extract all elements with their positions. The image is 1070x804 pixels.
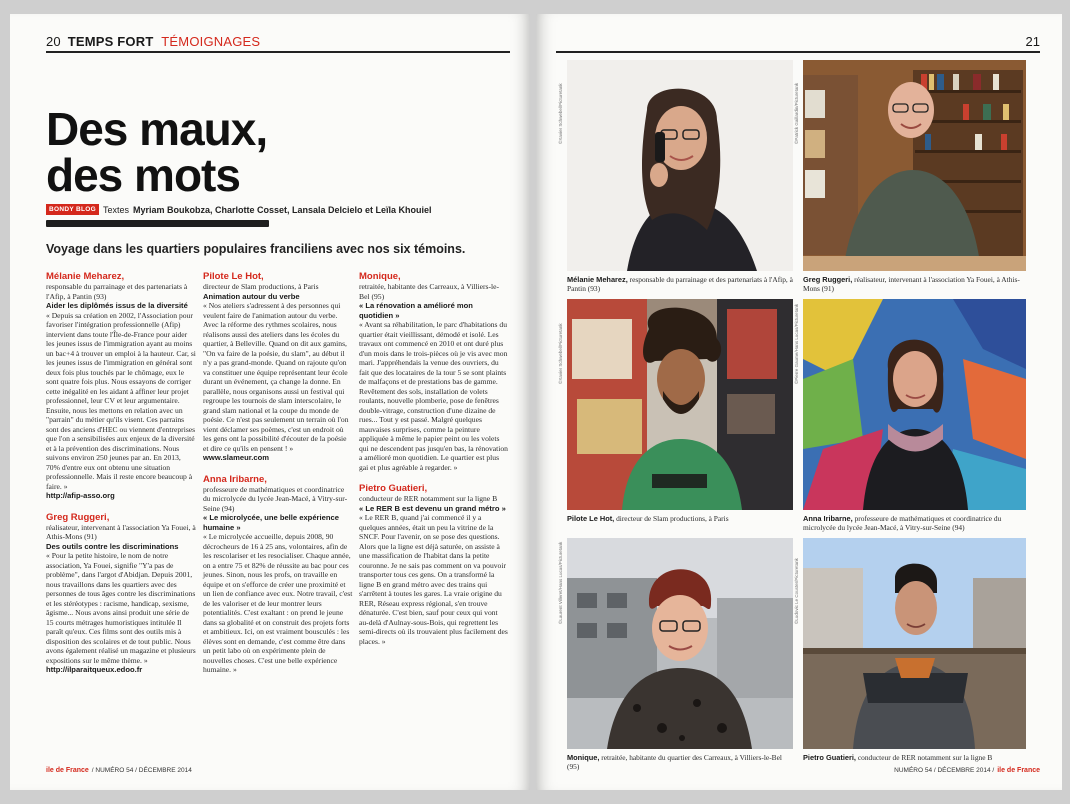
page-number-right: 21: [1025, 34, 1040, 49]
testimony-name: Greg Ruggeri,: [46, 511, 110, 523]
photo-pietro: [803, 538, 1026, 749]
testimony-url[interactable]: www.slameur.com: [203, 453, 269, 462]
caption-anna: [803, 514, 1026, 532]
issue-label: NUMÉRO 54 / DÉCEMBRE 2014 /: [894, 767, 995, 774]
caption-name: Pilote Le Hot,: [567, 514, 615, 523]
testimony-lead: Animation autour du verbe: [203, 291, 300, 301]
testimony-role: réalisateur, intervenant à l'association Ya Fouei, à Athis-Mons (91): [46, 522, 196, 541]
testimony-lead: Des outils contre les discriminations: [46, 541, 179, 551]
left-page: [10, 14, 530, 790]
caption-text: conducteur de RER notamment sur la ligne B: [857, 753, 993, 762]
header-rule: [556, 51, 1040, 53]
testimony-role: responsable du parrainage et des partenariats à l'Afip, à Pantin (93): [46, 282, 188, 301]
right-footer: [894, 767, 1040, 774]
testimony-anna: [203, 474, 353, 675]
photo-credit: ©Laurent Villeret/Hans Lucas/Picturetank: [558, 541, 563, 624]
title-bar: [46, 220, 269, 227]
article-title: [46, 103, 268, 201]
left-footer: [46, 767, 192, 774]
photo-credit: ©Xavier Schwebel/Picturetank: [558, 323, 563, 384]
page-header: [46, 34, 260, 49]
photo-credit: ©Patrick Gaillardin/Picturetank: [794, 82, 799, 144]
right-page: [536, 14, 1062, 790]
photo-credit: ©Pierre Gaume/Hans Lucas/Picturetank: [794, 303, 799, 384]
testimony-monique: [359, 271, 509, 472]
standfirst: Voyage dans les quartiers populaires franciliens avec nos six témoins.: [46, 242, 466, 256]
testimony-role: retraitée, habitante des Carreaux, à Villiers-le-Bel (95): [359, 282, 500, 301]
caption-name: Pietro Guatieri,: [803, 753, 856, 762]
caption-name: Mélanie Meharez,: [567, 275, 628, 284]
testimony-name: Pilote Le Hot,: [203, 271, 264, 282]
byline-prefix: Textes: [102, 204, 129, 215]
testimony-role: professeure de mathématiques et coordinatrice du microlycée du lycée Jean-Macé, à Vitry-sur-Seine (94): [203, 484, 348, 513]
column-2: [203, 271, 353, 686]
caption-text: réalisateur, intervenant à l'association Ya Fouei, à Athis-Mons (91): [803, 275, 1020, 294]
testimony-pietro: [359, 483, 509, 646]
testimony-role: directeur de Slam productions, à Paris: [203, 282, 319, 291]
photo-anna: [803, 299, 1026, 510]
iledefrance-logo: ile de France: [997, 767, 1040, 774]
column-3: [359, 271, 509, 657]
testimony-url[interactable]: http://ilparaitqueux.edoo.fr: [46, 665, 143, 674]
title-line-2: des mots: [46, 149, 240, 201]
testimony-name: Mélanie Meharez,: [46, 271, 125, 282]
testimony-body: « Pour la petite histoire, le nom de notre association, Ya Fouei, signifie "Y'a pas de problème", dans l'argot d'Abidjan. Depuis 2001, nous travaillons dans les quartiers avec des personnes de tous âges contre les discriminations et les stéréotypes : racisme, handicap, sexisme, âgisme... Nous avons ainsi produit une série de 15 courts métrages humoristiques intitulée Il paraît qu'eux. Ces films sont des outils mis à disposition des scolaires et de tout public. Nous avons également réalisé un magazine et plusieurs expositions sur le même thème. »: [46, 551, 196, 665]
testimony-greg: [46, 512, 196, 675]
caption-greg: [803, 275, 1026, 293]
testimony-lead: Aider les diplômés issus de la diversité: [46, 301, 188, 310]
testimony-pilote: [203, 271, 353, 463]
page-number-left: 20: [46, 34, 61, 49]
photo-melanie: [567, 60, 793, 271]
photo-credit: ©Ludovic Le Couster/Picturetank: [794, 558, 799, 624]
caption-name: Greg Ruggeri,: [803, 275, 853, 284]
testimony-melanie: [46, 271, 196, 501]
photo-credit: ©Xavier Schwebel/Picturetank: [558, 83, 563, 144]
title-line-1: Des maux,: [46, 103, 268, 155]
caption-melanie: [567, 275, 793, 293]
testimony-body: « Depuis sa création en 2002, l'Association pour favoriser l'intégration professionnelle (Afip) intervient dans toute l'Île-de-France pour aider les jeunes issus de l'immigration ayant au moins un bac+4 à trouver un emploi à la hauteur. Car, si les jeunes issus de l'immigration en général sont deux fois plus touchés par le chômage, eux le sont quatre fois plus. Nous essayons de corriger cette inégalité en les aidant à affiner leur projet professionnel, leur CV et leur argumentaire. Ensuite, nous les mettons en relation avec un "parrain" du métier qu'ils visent. Ces parrains sont des anciens d'HEC ou viennent d'entreprises que l'on a sensibilisées aux enjeux de la diversité et à la prévention des discriminations. Nous suivons environ 250 jeunes par an. En 2013, 70% d'entre eux ont obtenu une situation professionnelle. Mais il reste encore beaucoup à faire. »: [46, 310, 196, 491]
issue-label: / NUMÉRO 54 / DÉCEMBRE 2014: [91, 767, 192, 774]
caption-name: Monique,: [567, 753, 600, 762]
caption-name: Anna Iribarne,: [803, 514, 853, 523]
caption-text: directeur de Slam productions, à Paris: [616, 514, 729, 523]
testimony-body: « Avant sa réhabilitation, le parc d'habitations du quartier était vieillissant, démodé et isolé. Les travaux ont commencé en 2010 et ont duré plus d'un mois dans le trois-pièces où je vis avec mon mari. J'appréhendais la venue des ouvriers, du fait que des locataires de la tour 5 se sont plaints de malfaçons et de prestations bas de gamme. Revêtement des sols, installation de volets roulants, nouvelle plomberie, pose de fenêtres double-vitrage, construction d'une dizaine de rues... Tout y est passé. Malgré quelques mauvaises surprises, comme la peinture appliquée à même le papier peint ou les volets qui ne descendent pas jusqu'en bas, la rénovation a amélioré mon quotidien. Le quartier est plus gai et plus agréable à regarder. »: [359, 320, 508, 472]
column-1: [46, 271, 196, 686]
caption-text: retraitée, habitante du quartier des Carreaux, à Villiers-le-Bel (95): [567, 753, 782, 772]
iledefrance-logo: ile de France: [46, 767, 89, 774]
caption-pietro: [803, 753, 1026, 762]
caption-text: professeure de mathématiques et coordinatrice du microlycée du lycée Jean-Macé, à Vitry-sur-Seine (94): [803, 514, 1002, 533]
section-title: TEMPS FORT: [67, 34, 154, 49]
photo-monique: [567, 538, 793, 749]
caption-monique: [567, 753, 793, 771]
photo-greg: [803, 60, 1026, 271]
testimony-lead: « Le microlycée, une belle expérience humaine »: [203, 513, 339, 532]
byline: [46, 204, 432, 215]
testimony-name: Pietro Guatieri,: [359, 483, 428, 494]
testimony-role: conducteur de RER notamment sur la ligne B: [359, 494, 498, 503]
byline-authors: Myriam Boukobza, Charlotte Cosset, Lansala Delcielo et Leïla Khouiel: [132, 204, 432, 215]
testimony-url[interactable]: http://afip-asso.org: [46, 491, 115, 500]
testimony-lead: « Le RER B est devenu un grand métro »: [359, 503, 506, 513]
testimony-body: « Le microlycée accueille, depuis 2008, 90 décrocheurs de 16 à 25 ans, volontaires, afin de les rescolariser et les resocialiser. Chaque année, on a entre 75 et 82% de réussite au bac pour ces jeunes. Sinon, nous les profs, on travaille en équipe et on s'efforce de créer une proximité et un lien de confiance avec eux. Notre travail, c'est de les valoriser et de leur montrer leurs potentialités. C'est exaltant : on prend le jeune dans sa globalité et on construit des projets forts et ambitieux. Ici, on est vraiment bousculés : les élèves sont en demande, c'est comme être dans un petit labo où on expérimente plein de nouvelles choses. C'est une belle expérience humaine. »: [203, 532, 353, 674]
header-rule: [46, 51, 510, 53]
photo-pilote: [567, 299, 793, 510]
testimony-lead: « La rénovation a amélioré mon quotidien »: [359, 301, 473, 320]
caption-pilote: [567, 514, 793, 523]
section-subtitle: TÉMOIGNAGES: [161, 34, 261, 49]
bondy-blog-badge: BONDY BLOG: [46, 204, 99, 215]
testimony-body: « Le RER B, quand j'ai commencé il y a quelques années, était un peu la vitrine de la SNCF. Pour l'avenir, on se pose des questions. Alors que la ligne est déjà saturée, on assiste à une massification de l'habitat dans la petite couronne. Je ne sais pas comment on va pouvoir transporter tous ces gens. On a transformé la ligne B en grand métro avec des trains qui s'arrêtent à toutes les gares. La vraie origine du RER, Réseau express régional, s'en trouve dénaturée. C'est bien, sauf pour ceux qui vont au-delà d'Aulnay-sous-Bois, qui regrettent les semi-directs où ils trouvaient plus facilement des places. »: [359, 513, 508, 646]
testimony-body: « Nos ateliers s'adressent à des personnes qui veulent faire de l'animation autour du verbe. Avec la réforme des rythmes scolaires, nous réalisons aussi des ateliers dans les écoles du quartier, à Belleville. Quand on dit aux gamins, "On va faire de la poésie, du slam", au début il n'y a pas grand-monde. Quand on rajoute qu'on va constituer une équipe représentant leur école durant un événement, ça change la donne. En parallèle, nous organisons aussi un festival qui regroupe les tournois de slam interscolaire, le grand slam national et la coupe du monde de poésie. Ce n'est pas seulement un terrain où l'on vient déclamer ses poèmes, c'est un endroit où les gens ont la possibilité d'écouter de la poésie et dire ce qu'ils en pensent ! »: [203, 301, 349, 453]
caption-text: responsable du parrainage et des partenariats à l'Afip, à Pantin (93): [567, 275, 793, 294]
testimony-name: Monique,: [359, 271, 401, 282]
testimony-name: Anna Iribarne,: [203, 473, 267, 485]
